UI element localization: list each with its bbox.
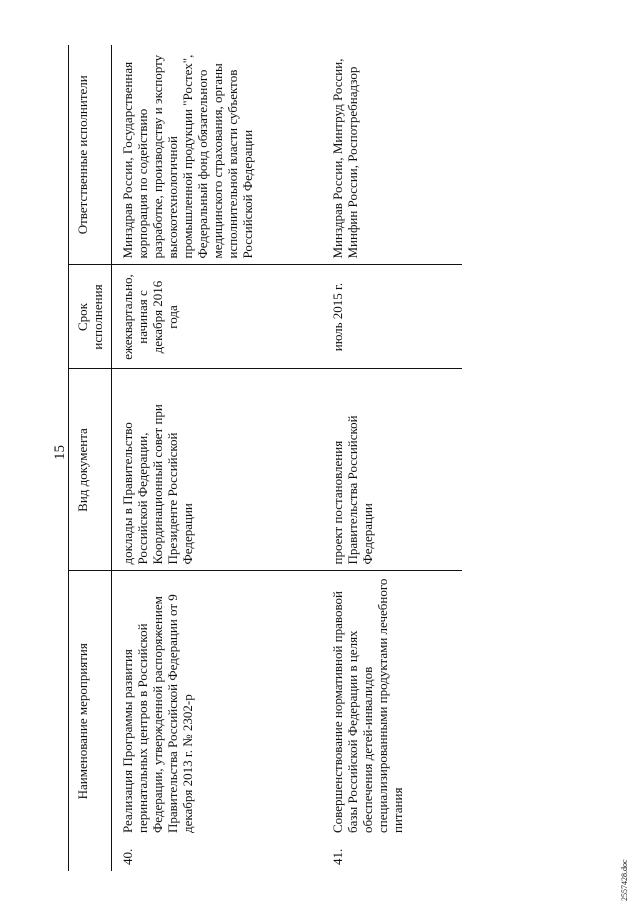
row-name: Реализация Программы развития перинатальных центров в Российской Федерации, утвержденной распоряжением Правительства Российской Федерации от 9 декабря 2013 г. № 2302-р xyxy=(120,594,195,833)
row-name-cell xyxy=(322,571,462,871)
row-deadline: июль 2015 г. xyxy=(322,265,462,369)
row-executors: Минздрав России, Минтруд России, Минфин России, Роспотребнадзор xyxy=(322,45,462,265)
table-row xyxy=(322,45,462,871)
row-number: 41. xyxy=(329,848,345,865)
header-executors: Ответственные исполнители xyxy=(69,45,112,265)
header-deadline: Срок исполнения xyxy=(69,265,112,369)
row-number: 40. xyxy=(120,848,135,865)
measures-table xyxy=(68,45,462,871)
row-doc-type: проект постановления Правительства Российской Федерации xyxy=(322,369,462,571)
table-header-row xyxy=(69,45,112,871)
header-name: Наименование мероприятия xyxy=(69,571,112,871)
row-name-cell xyxy=(112,571,322,871)
row-deadline: ежеквартально, начиная с декабря 2016 года xyxy=(112,265,322,369)
header-doc-type: Вид документа xyxy=(69,369,112,571)
row-name: Совершенствование нормативной правовой базы Российской Федерации в целях обеспечения детей-инвалидов специализированными продуктами лечебного питания xyxy=(329,578,405,833)
row-executors: Минздрав России, Государственная корпорация по содействию разработке, производству и экспорту высокотехнологичной промышленной продукции "Ростех", Федеральный фонд обязательного медицинского страхования, органы исполнительной власти субъектов Российской Федерации xyxy=(112,45,322,265)
table-row xyxy=(112,45,322,871)
page-number: 15 xyxy=(52,445,68,460)
row-doc-type: доклады в Правительство Российской Федерации, Координационный совет при Президенте Российской Федерации xyxy=(112,369,322,571)
footer-filename: 2557428.doc xyxy=(620,859,629,901)
